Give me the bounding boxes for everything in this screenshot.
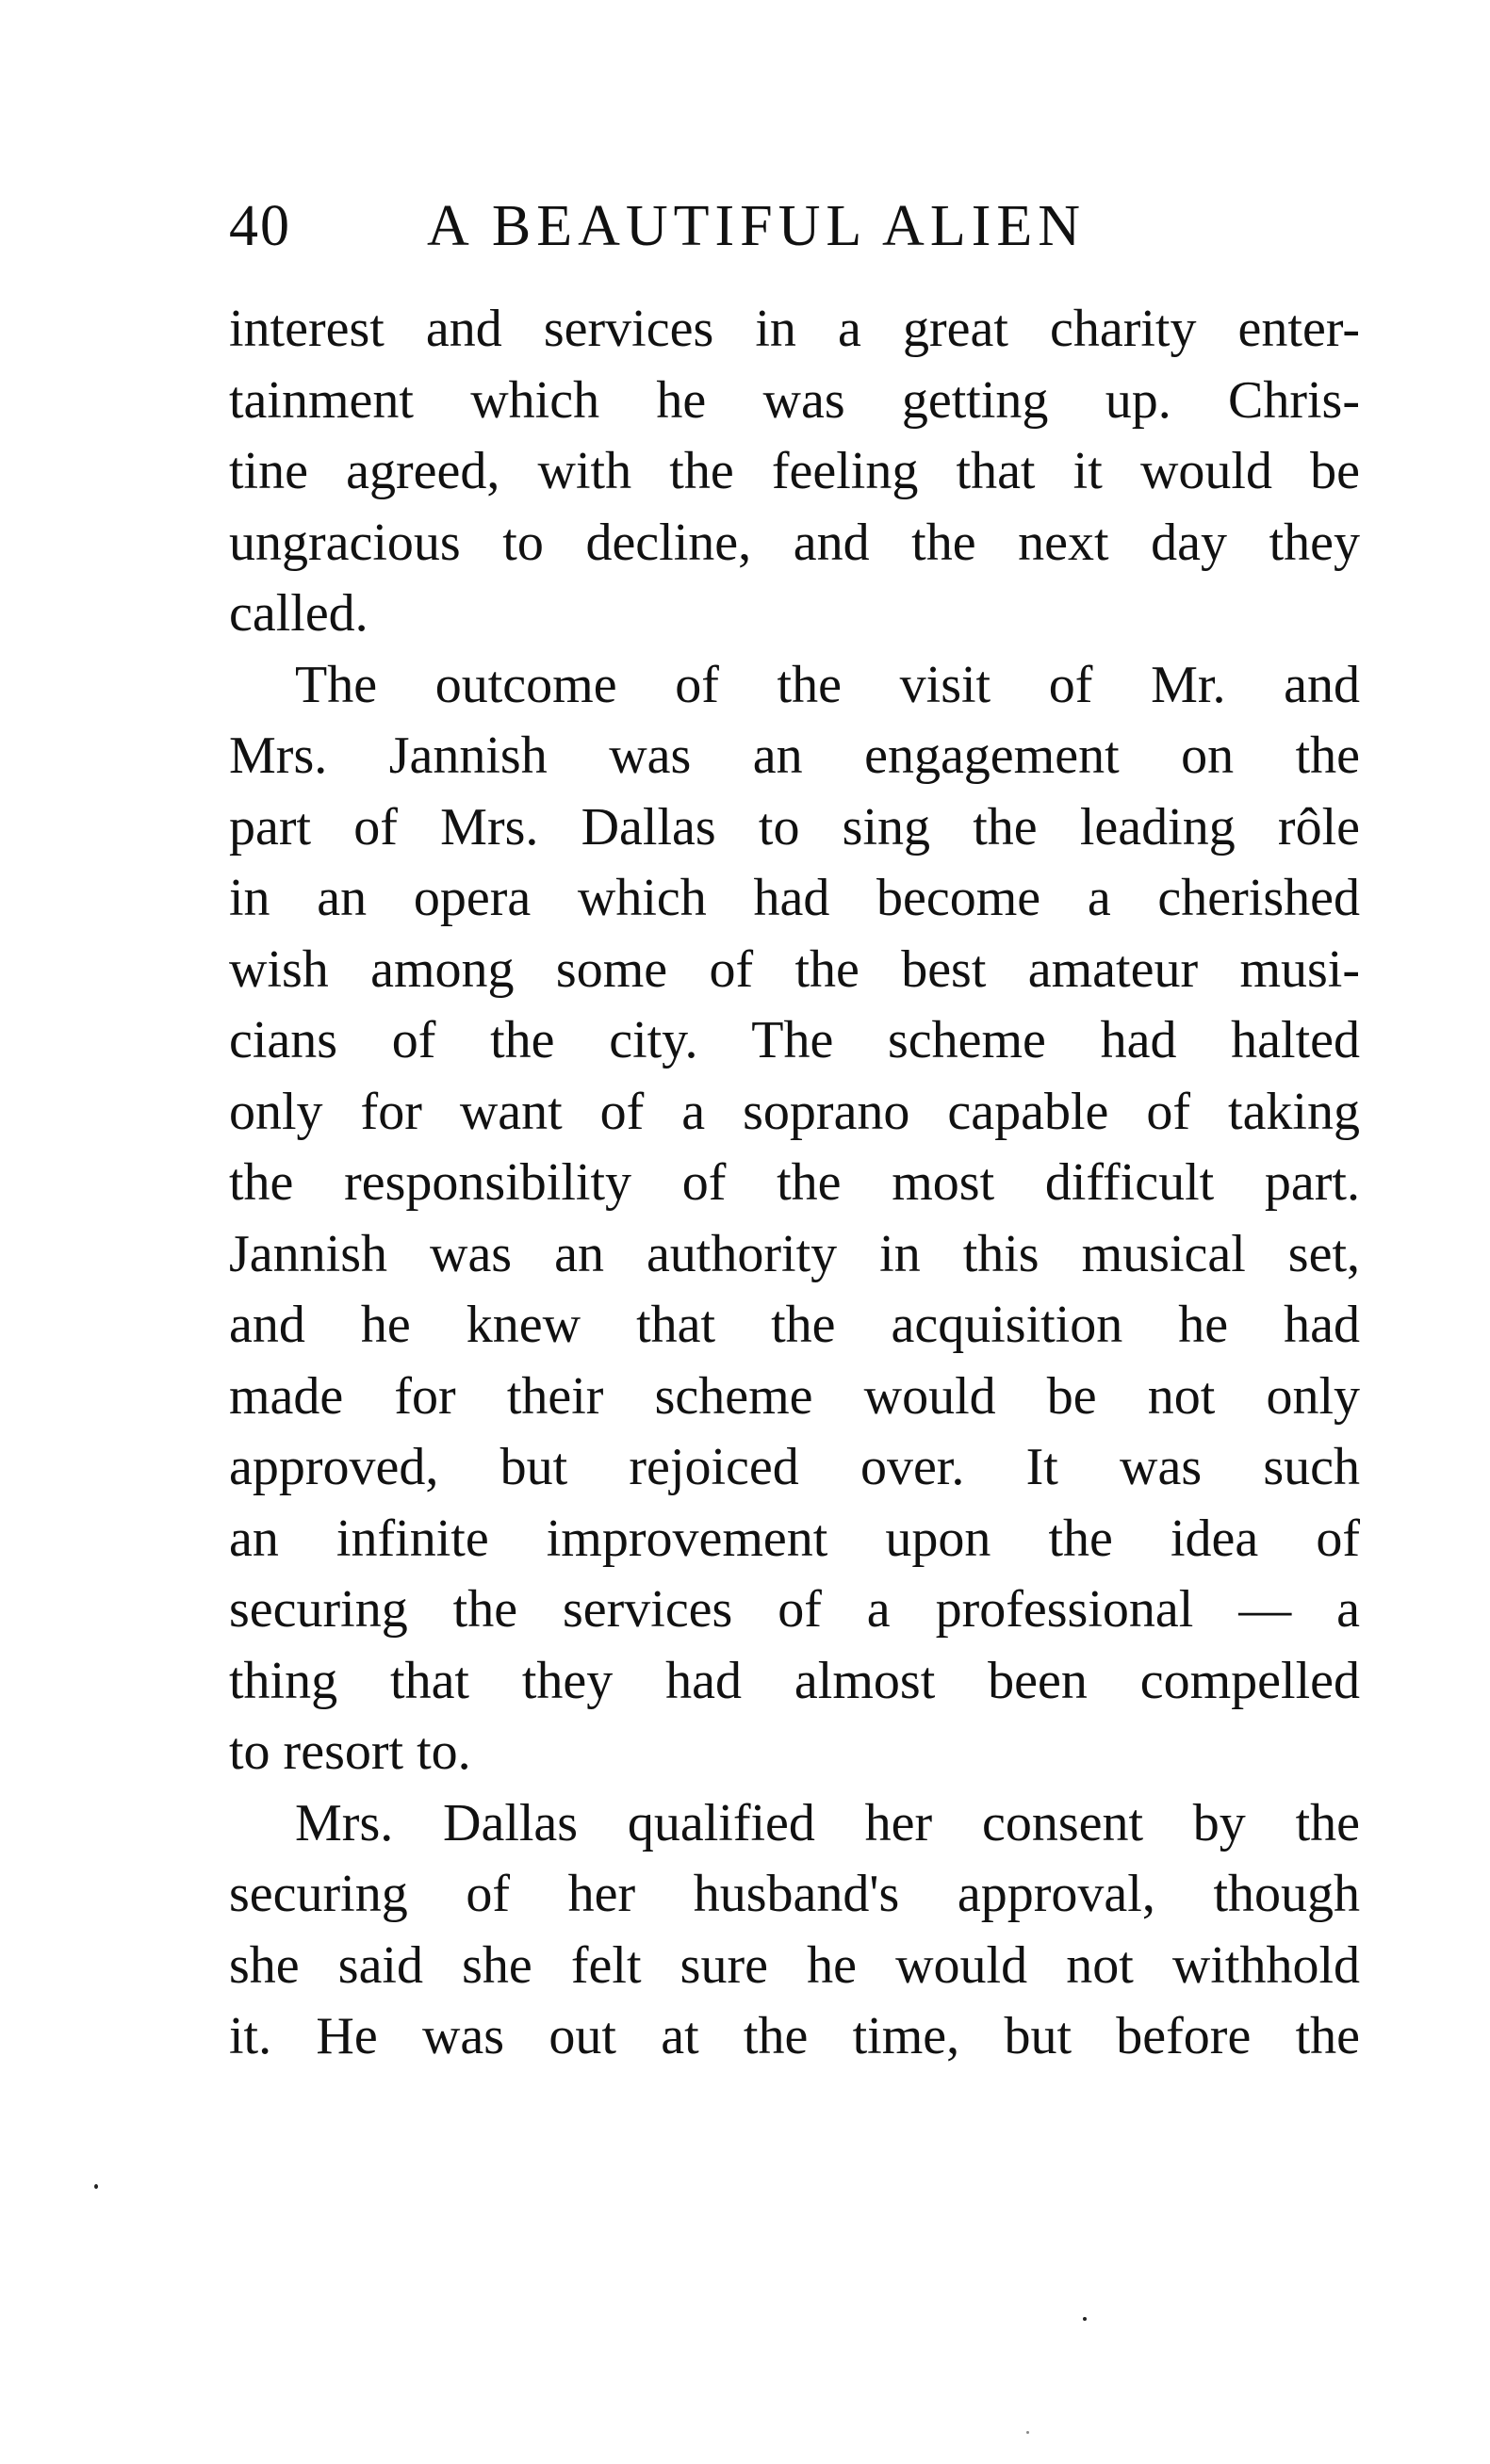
text-line: it. He was out at the time, but before the — [229, 2007, 1360, 2065]
text-line: wish among some of the best amateur musi- — [229, 939, 1360, 999]
text-line: thing that they had almost been compelled — [229, 1651, 1360, 1710]
running-title: A BEAUTIFUL ALIEN — [427, 194, 1086, 258]
paper-speck — [1026, 2431, 1029, 2434]
text-line: to resort to. — [229, 1722, 471, 1781]
text-line: in an opera which had become a cherished — [229, 869, 1360, 927]
paragraph-start-line: The outcome of the visit of Mr. and — [295, 655, 1360, 714]
paper-speck — [94, 2184, 98, 2189]
text-line: tainment which he was getting up. Chris- — [229, 370, 1360, 430]
text-line: tine agreed, with the feeling that it would be — [229, 442, 1360, 500]
text-line: part of Mrs. Dallas to sing the leading rôle — [229, 797, 1360, 857]
text-line: made for their scheme would be not only — [229, 1366, 1360, 1426]
text-line: approved, but rejoiced over. It was such — [229, 1438, 1360, 1496]
text-line: she said she felt sure he would not withhold — [229, 1935, 1360, 1995]
text-line: securing the services of a professional — a — [229, 1580, 1360, 1639]
text-line: called. — [229, 584, 368, 643]
text-line: an infinite improvement upon the idea of — [229, 1509, 1360, 1568]
text-line: the responsibility of the most difficult part. — [229, 1153, 1360, 1212]
body-text — [229, 294, 1360, 2073]
text-line: cians of the city. The scheme had halted — [229, 1011, 1360, 1069]
paper-speck — [1083, 2317, 1087, 2321]
page-header — [229, 188, 1360, 264]
text-line: interest and services in a great charity enter- — [229, 300, 1360, 358]
text-line: Jannish was an authority in this musical set, — [229, 1224, 1360, 1283]
text-line: only for want of a soprano capable of taking — [229, 1082, 1360, 1141]
text-line: and he knew that the acquisition he had — [229, 1296, 1360, 1354]
paragraph-start-line: Mrs. Dallas qualified her consent by the — [295, 1793, 1360, 1852]
text-line: Mrs. Jannish was an engagement on the — [229, 726, 1360, 785]
text-line: ungracious to decline, and the next day they — [229, 513, 1360, 572]
text-line: securing of her husband's approval, though — [229, 1865, 1360, 1923]
page-number: 40 — [229, 194, 291, 258]
